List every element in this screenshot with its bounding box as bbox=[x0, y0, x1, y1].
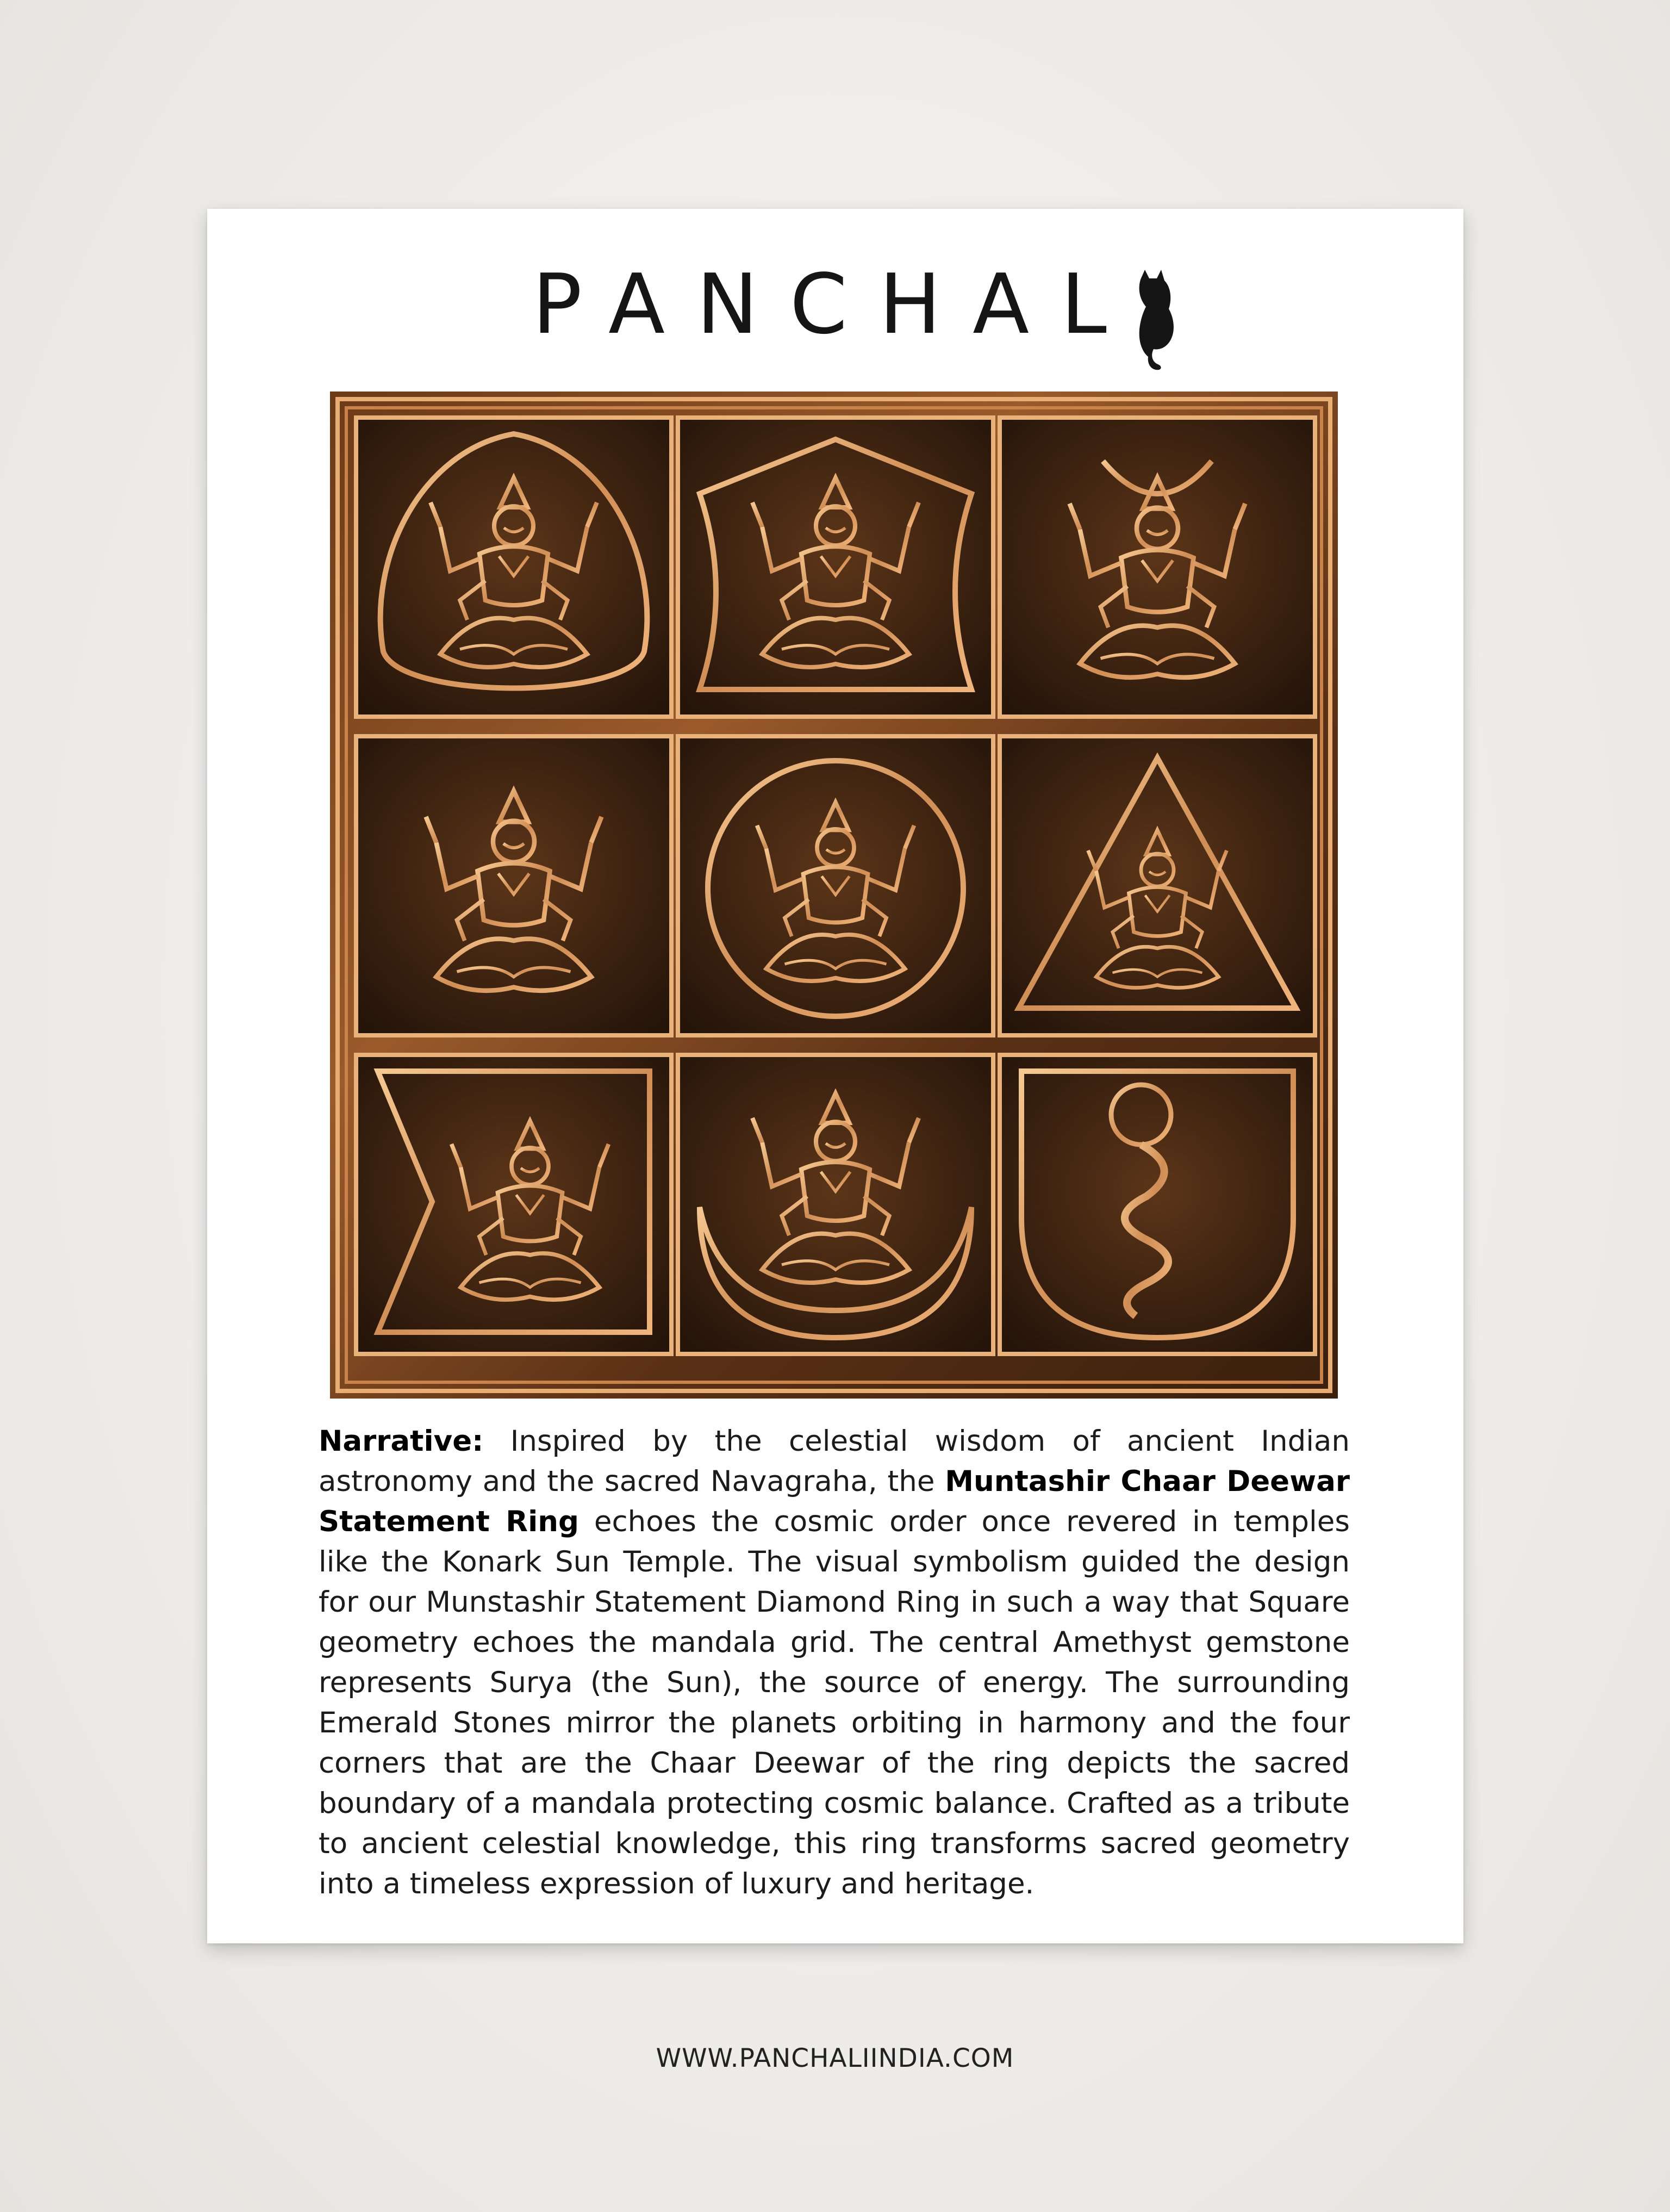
brand-logo-text: PANCHAL bbox=[532, 256, 1138, 352]
navagraha-yantra-image bbox=[330, 392, 1338, 1399]
narrative-paragraph bbox=[319, 1421, 1350, 1904]
content-card bbox=[207, 209, 1463, 1943]
narrative-label: Narrative: bbox=[319, 1425, 484, 1458]
cat-silhouette-icon bbox=[1129, 269, 1177, 372]
narrative-text-2: echoes the cosmic order once revered in temples like the Konark Sun Temple. The visual symbolism guided the design for our Munstashir Statement Diamond Ring in such a way that Square geometry echoes the mandala grid. The central Amethyst gemstone represents Surya (the Sun), the source of energy. The surrounding Emerald Stones mirror the planets orbiting in harmony and the four corners that are the Chaar Deewar of the ring depicts the sacred boundary of a mandala protecting cosmic balance. Crafted as a tribute to ancient celestial knowledge, this ring transforms sacred geometry into a timeless expression of luxury and heritage. bbox=[319, 1505, 1350, 1900]
website-url[interactable]: WWW.PANCHALIINDIA.COM bbox=[656, 2043, 1014, 2073]
narrative-text-1: Inspired by the celestial wisdom of ancient Indian astronomy and the sacred Navagraha, the bbox=[319, 1425, 1350, 1498]
product-name: Muntashir Chaar Deewar Statement Ring bbox=[319, 1465, 1350, 1538]
